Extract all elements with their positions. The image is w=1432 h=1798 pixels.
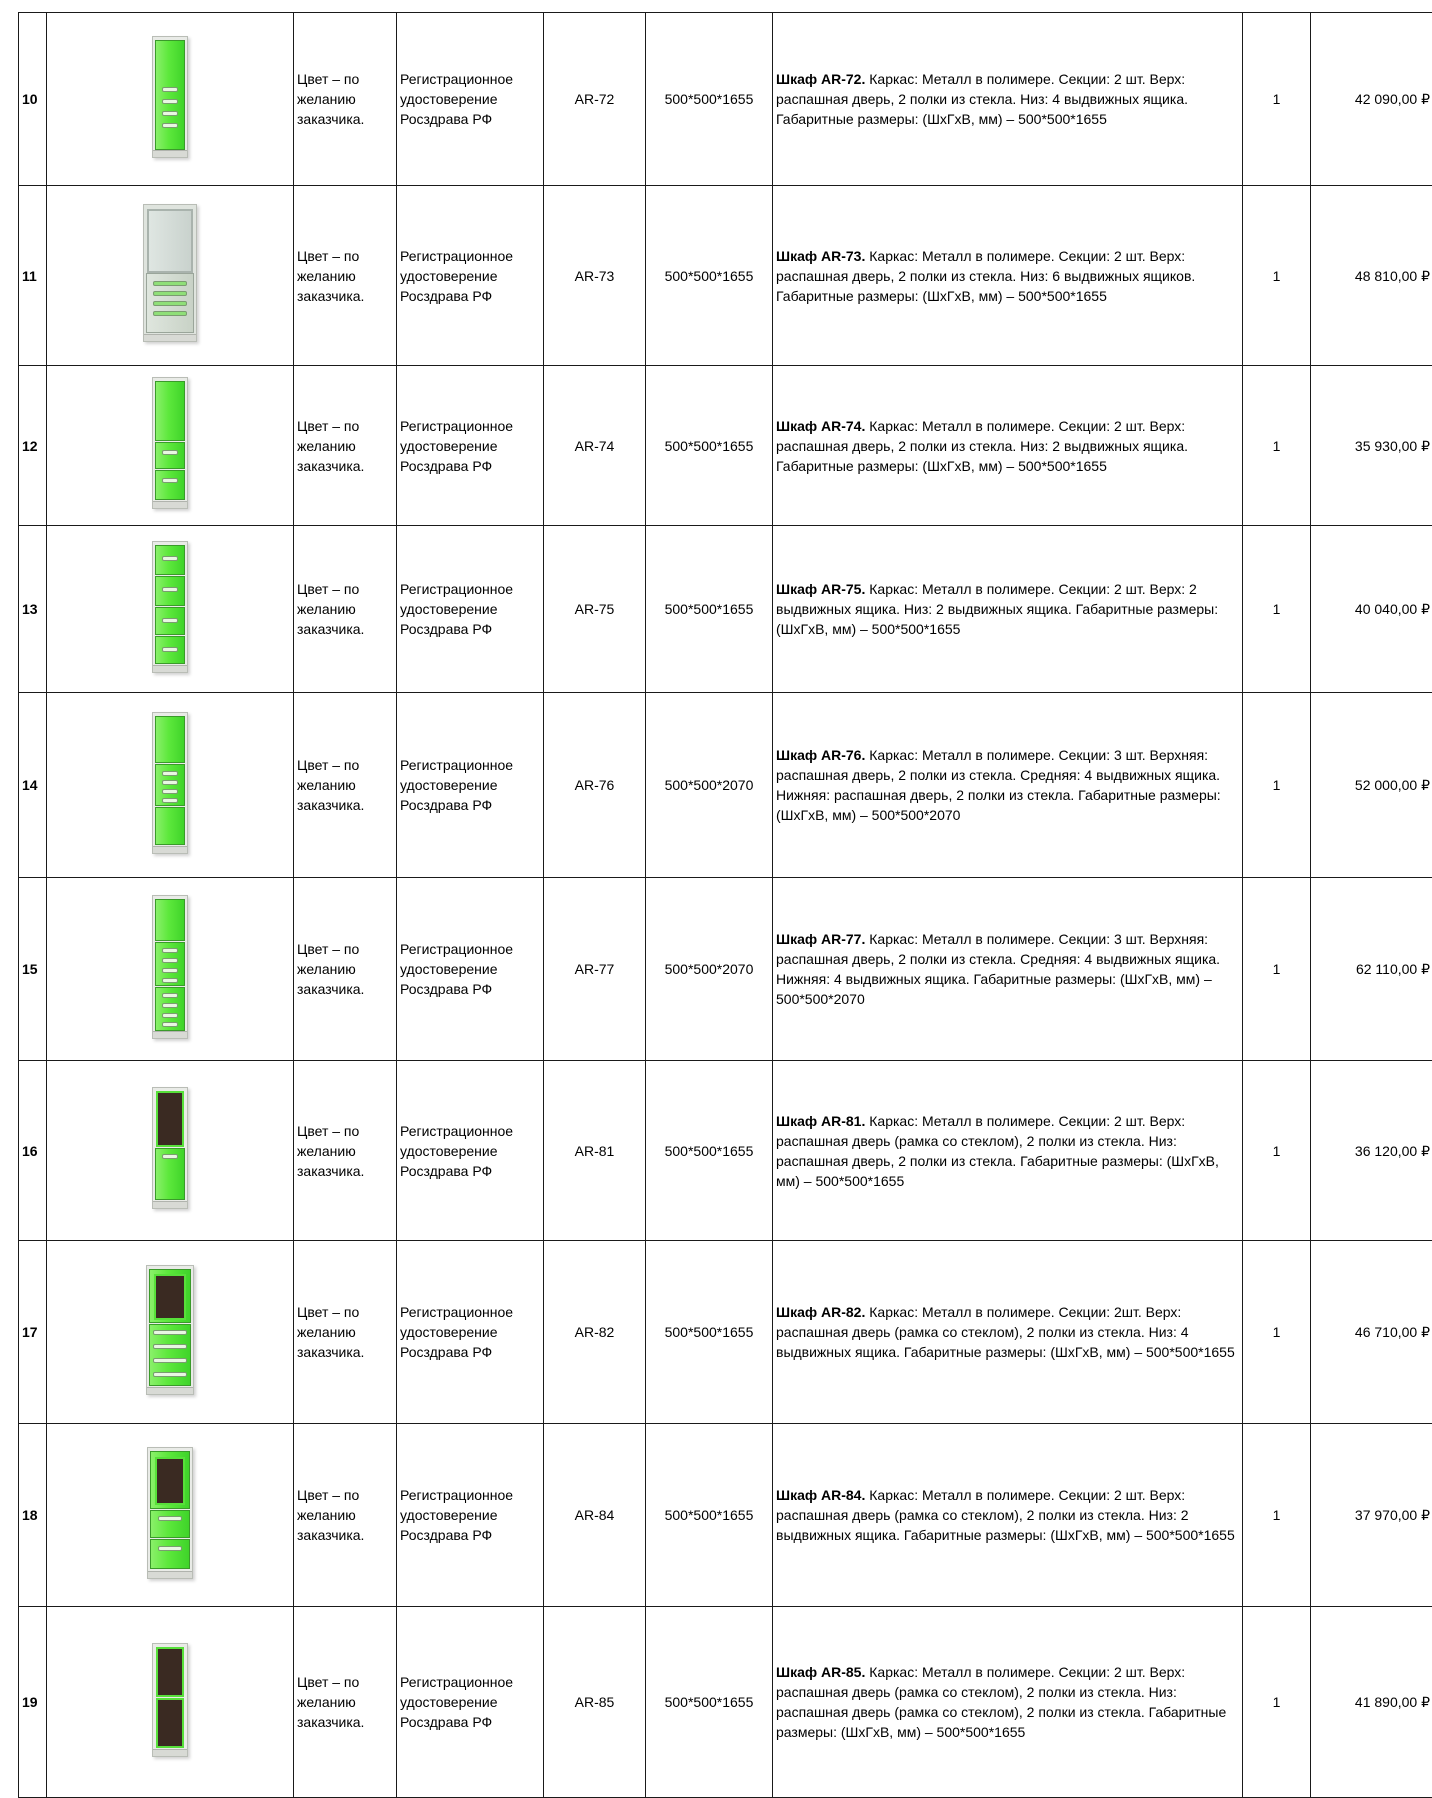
price-list-table (18, 12, 1432, 1798)
cabinet-image (47, 1061, 294, 1241)
dimensions: 500*500*1655 (646, 186, 773, 366)
registration-note: Регистрационное удостоверение Росздрава РФ (397, 693, 544, 878)
description-title: Шкаф AR-76. (776, 747, 865, 763)
article-code: AR-81 (544, 1061, 646, 1241)
description-title: Шкаф AR-73. (776, 248, 865, 264)
description-text: Каркас: Металл в полимере. Секции: 2 шт. Верх: распашная дверь (рамка со стеклом), 2 полки из стекла. Низ: распашная дверь (рамка со стеклом), 2 полки из стекла. Габаритные размеры: (ШхГхВ, мм) – 500*500*1655 (776, 1664, 1226, 1740)
registration-note: Регистрационное удостоверение Росздрава РФ (397, 526, 544, 693)
color-note: Цвет – по желанию заказчика. (294, 1424, 397, 1607)
row-number: 13 (19, 526, 47, 693)
table-row (19, 1241, 1432, 1424)
registration-note: Регистрационное удостоверение Росздрава РФ (397, 1061, 544, 1241)
cabinet-image (47, 526, 294, 693)
description-text: Каркас: Металл в полимере. Секции: 3 шт. Верхняя: распашная дверь, 2 полки из стекла. Средняя: 4 выдвижных ящика. Нижняя: 4 выдвижных ящика. Габаритные размеры: (ШхГхВ, мм) – 500*500*2070 (776, 931, 1220, 1007)
cabinet-ar75-icon (152, 541, 188, 673)
color-note: Цвет – по желанию заказчика. (294, 1061, 397, 1241)
description-title: Шкаф AR-85. (776, 1664, 865, 1680)
table-row (19, 526, 1432, 693)
dimensions: 500*500*1655 (646, 526, 773, 693)
quantity: 1 (1243, 526, 1311, 693)
price: 40 040,00 ₽ (1311, 526, 1432, 693)
article-code: AR-84 (544, 1424, 646, 1607)
cabinet-image (47, 878, 294, 1061)
cabinet-ar72-icon (152, 36, 188, 158)
quantity: 1 (1243, 878, 1311, 1061)
description-text: Каркас: Металл в полимере. Секции: 2 шт. Верх: распашная дверь (рамка со стеклом), 2 полки из стекла. Низ: 2 выдвижных ящика. Габаритные размеры: (ШхГхВ, мм) – 500*500*1655 (776, 1487, 1235, 1543)
price: 46 710,00 ₽ (1311, 1241, 1432, 1424)
description-title: Шкаф AR-72. (776, 71, 865, 87)
description (773, 693, 1243, 878)
price: 42 090,00 ₽ (1311, 13, 1432, 186)
registration-note: Регистрационное удостоверение Росздрава РФ (397, 13, 544, 186)
price: 41 890,00 ₽ (1311, 1607, 1432, 1798)
row-number: 15 (19, 878, 47, 1061)
description-text: Каркас: Металл в полимере. Секции: 2 шт. Верх: распашная дверь, 2 полки из стекла. Низ: 4 выдвижных ящика. Габаритные размеры: (ШхГхВ, мм) – 500*500*1655 (776, 71, 1188, 127)
article-code: AR-76 (544, 693, 646, 878)
color-note: Цвет – по желанию заказчика. (294, 693, 397, 878)
description (773, 1607, 1243, 1798)
row-number: 19 (19, 1607, 47, 1798)
description-text: Каркас: Металл в полимере. Секции: 2 шт. Верх: распашная дверь, 2 полки из стекла. Низ: 2 выдвижных ящика. Габаритные размеры: (ШхГхВ, мм) – 500*500*1655 (776, 418, 1188, 474)
description (773, 526, 1243, 693)
table-row (19, 1061, 1432, 1241)
dimensions: 500*500*1655 (646, 1424, 773, 1607)
color-note: Цвет – по желанию заказчика. (294, 526, 397, 693)
row-number: 16 (19, 1061, 47, 1241)
color-note: Цвет – по желанию заказчика. (294, 878, 397, 1061)
color-note: Цвет – по желанию заказчика. (294, 366, 397, 526)
quantity: 1 (1243, 366, 1311, 526)
article-code: AR-77 (544, 878, 646, 1061)
row-number: 10 (19, 13, 47, 186)
registration-note: Регистрационное удостоверение Росздрава РФ (397, 1607, 544, 1798)
registration-note: Регистрационное удостоверение Росздрава РФ (397, 1424, 544, 1607)
article-code: AR-73 (544, 186, 646, 366)
cabinet-ar76-icon (152, 712, 188, 854)
cabinet-ar74-icon (152, 377, 188, 509)
row-number: 11 (19, 186, 47, 366)
description-title: Шкаф AR-75. (776, 581, 865, 597)
color-note: Цвет – по желанию заказчика. (294, 1241, 397, 1424)
description-text: Каркас: Металл в полимере. Секции: 2шт. Верх: распашная дверь (рамка со стеклом), 2 полки из стекла. Низ: 4 выдвижных ящика. Габаритные размеры: (ШхГхВ, мм) – 500*500*1655 (776, 1304, 1235, 1360)
color-note: Цвет – по желанию заказчика. (294, 13, 397, 186)
table-row (19, 878, 1432, 1061)
quantity: 1 (1243, 186, 1311, 366)
color-note: Цвет – по желанию заказчика. (294, 186, 397, 366)
dimensions: 500*500*2070 (646, 878, 773, 1061)
cabinet-ar81-icon (152, 1087, 188, 1209)
price: 36 120,00 ₽ (1311, 1061, 1432, 1241)
cabinet-ar85-icon (152, 1643, 188, 1757)
dimensions: 500*500*1655 (646, 1061, 773, 1241)
quantity: 1 (1243, 1607, 1311, 1798)
table-row (19, 13, 1432, 186)
description-text: Каркас: Металл в полимере. Секции: 2 шт. Верх: распашная дверь (рамка со стеклом), 2 полки из стекла. Низ: распашная дверь, 2 полки из стекла. Габаритные размеры: (ШхГхВ, мм) – 500*500*1655 (776, 1113, 1219, 1189)
quantity: 1 (1243, 13, 1311, 186)
article-code: AR-72 (544, 13, 646, 186)
dimensions: 500*500*2070 (646, 693, 773, 878)
cabinet-image (47, 693, 294, 878)
row-number: 14 (19, 693, 47, 878)
dimensions: 500*500*1655 (646, 1607, 773, 1798)
description (773, 366, 1243, 526)
price: 52 000,00 ₽ (1311, 693, 1432, 878)
article-code: AR-74 (544, 366, 646, 526)
description-title: Шкаф AR-74. (776, 418, 865, 434)
price: 35 930,00 ₽ (1311, 366, 1432, 526)
description-text: Каркас: Металл в полимере. Секции: 3 шт. Верхняя: распашная дверь, 2 полки из стекла. Средняя: 4 выдвижных ящика. Нижняя: распашная дверь, 2 полки из стекла. Габаритные размеры: (ШхГхВ, мм) – 500*500*2070 (776, 747, 1221, 823)
description (773, 186, 1243, 366)
price: 48 810,00 ₽ (1311, 186, 1432, 366)
article-code: AR-75 (544, 526, 646, 693)
article-code: AR-82 (544, 1241, 646, 1424)
row-number: 17 (19, 1241, 47, 1424)
registration-note: Регистрационное удостоверение Росздрава РФ (397, 186, 544, 366)
cabinet-image (47, 1607, 294, 1798)
quantity: 1 (1243, 1241, 1311, 1424)
registration-note: Регистрационное удостоверение Росздрава РФ (397, 366, 544, 526)
cabinet-image (47, 13, 294, 186)
dimensions: 500*500*1655 (646, 13, 773, 186)
cabinet-ar84-icon (147, 1447, 193, 1579)
row-number: 18 (19, 1424, 47, 1607)
quantity: 1 (1243, 1424, 1311, 1607)
dimensions: 500*500*1655 (646, 366, 773, 526)
cabinet-ar77-icon (152, 895, 188, 1039)
table-row (19, 693, 1432, 878)
article-code: AR-85 (544, 1607, 646, 1798)
table-row (19, 1424, 1432, 1607)
description-text: Каркас: Металл в полимере. Секции: 2 шт. Верх: 2 выдвижных ящика. Низ: 2 выдвижных ящика. Габаритные размеры: (ШхГхВ, мм) – 500*500*1655 (776, 581, 1218, 637)
table-row (19, 186, 1432, 366)
description (773, 13, 1243, 186)
description-title: Шкаф AR-77. (776, 931, 865, 947)
cabinet-ar73-icon (143, 204, 197, 342)
registration-note: Регистрационное удостоверение Росздрава РФ (397, 1241, 544, 1424)
cabinet-ar82-icon (146, 1265, 194, 1395)
cabinet-image (47, 1424, 294, 1607)
table-row (19, 366, 1432, 526)
row-number: 12 (19, 366, 47, 526)
dimensions: 500*500*1655 (646, 1241, 773, 1424)
description-title: Шкаф AR-82. (776, 1304, 865, 1320)
description (773, 1424, 1243, 1607)
description-title: Шкаф AR-84. (776, 1487, 865, 1503)
quantity: 1 (1243, 1061, 1311, 1241)
quantity: 1 (1243, 693, 1311, 878)
description-text: Каркас: Металл в полимере. Секции: 2 шт. Верх: распашная дверь, 2 полки из стекла. Низ: 6 выдвижных ящиков. Габаритные размеры: (ШхГхВ, мм) – 500*500*1655 (776, 248, 1195, 304)
price: 37 970,00 ₽ (1311, 1424, 1432, 1607)
description (773, 1241, 1243, 1424)
cabinet-image (47, 366, 294, 526)
description-title: Шкаф AR-81. (776, 1113, 865, 1129)
table-row (19, 1607, 1432, 1798)
cabinet-image (47, 186, 294, 366)
description (773, 1061, 1243, 1241)
description (773, 878, 1243, 1061)
color-note: Цвет – по желанию заказчика. (294, 1607, 397, 1798)
cabinet-image (47, 1241, 294, 1424)
registration-note: Регистрационное удостоверение Росздрава РФ (397, 878, 544, 1061)
price: 62 110,00 ₽ (1311, 878, 1432, 1061)
